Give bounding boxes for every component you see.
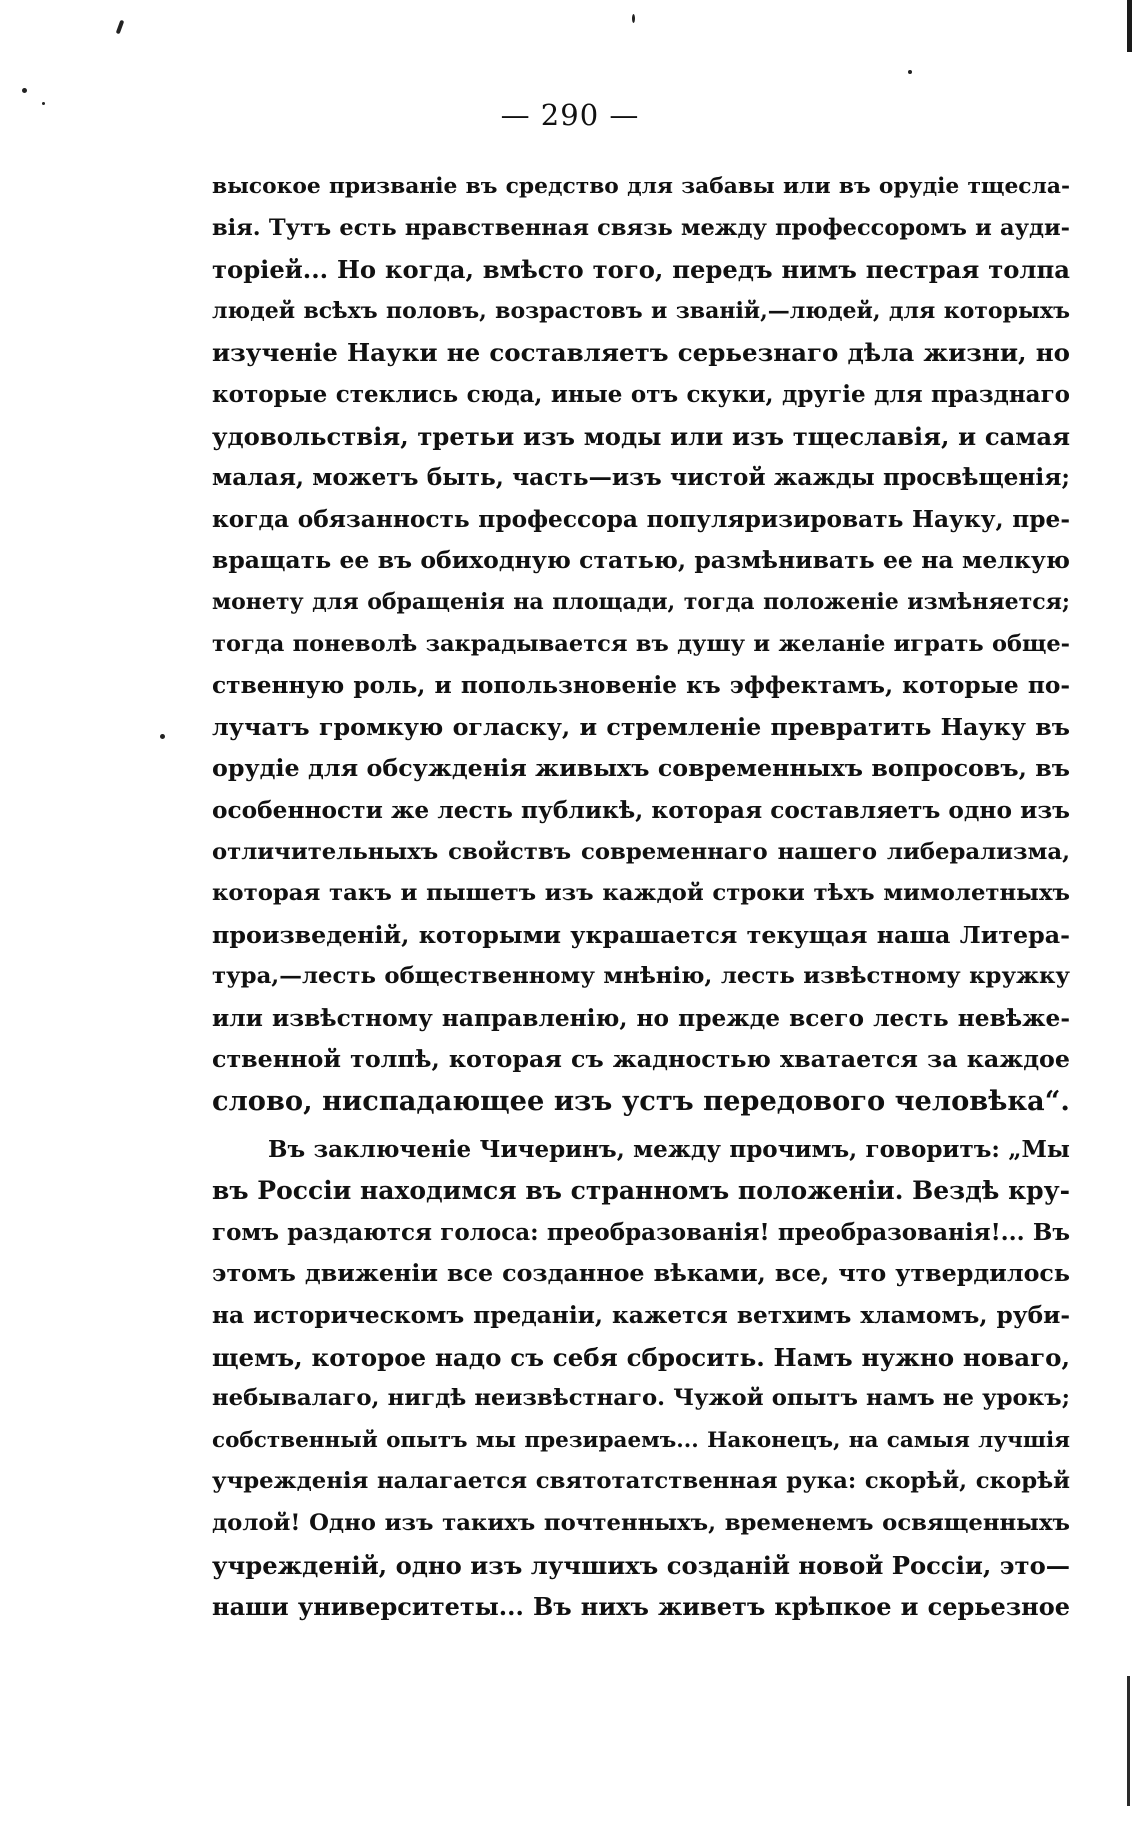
text-line: ственную роль, и попользновеніе къ эффектамъ, которые по- (212, 672, 1070, 700)
body-text (212, 166, 1070, 1628)
text-line: отличительныхъ свойствъ современнаго нашего либерализма, (212, 838, 1070, 865)
text-line: изученіе Науки не составляетъ серьезнаго дѣла жизни, но (212, 338, 1070, 368)
text-line: ственной толпѣ, которая съ жадностью хватается за каждое (212, 1045, 1070, 1074)
text-line: особенности же лесть публикѣ, которая составляетъ одно изъ (212, 796, 1070, 824)
paragraph (212, 166, 1070, 1123)
text-line: на историческомъ преданіи, кажется ветхимъ хламомъ, руби- (212, 1302, 1070, 1330)
text-line: торіей... Но когда, вмѣсто того, передъ нимъ пестрая толпа (212, 255, 1070, 285)
text-line: щемъ, которое надо съ себя сбросить. Намъ нужно новаго, (212, 1342, 1070, 1372)
text-line: малая, можетъ быть, часть—изъ чистой жажды просвѣщенія; (212, 464, 1070, 492)
scan-speck (632, 14, 635, 23)
text-line: учрежденія налагается святотатственная рука: скорѣй, скорѣй (212, 1468, 1070, 1495)
text-line: произведеній, которыми украшается текущая наша Литера- (212, 920, 1070, 949)
text-line: собственный опытъ мы презираемъ... Наконецъ, на самыя лучшія (212, 1427, 1070, 1453)
text-line: высокое призваніе въ средство для забавы или въ орудіе тщесла- (212, 174, 1070, 199)
scan-speck (22, 88, 27, 93)
text-line: Въ заключеніе Чичеринъ, между прочимъ, говоритъ: „Мы (268, 1135, 1070, 1163)
page-edge-mark-bottom (1127, 1676, 1130, 1806)
scan-speck (116, 20, 125, 35)
text-line: когда обязанность профессора популяризировать Науку, пре- (212, 505, 1070, 533)
text-line: удовольствія, третьи изъ моды или изъ тщеславія, и самая (212, 421, 1070, 451)
text-line: вращать ее въ обиходную статью, размѣнивать ее на мелкую (212, 546, 1070, 575)
text-line: которые стеклись сюда, иные отъ скуки, другіе для празднаго (212, 380, 1070, 408)
text-line: этомъ движеніи все созданное вѣками, все, что утвердилось (212, 1259, 1070, 1288)
paragraph (212, 1129, 1070, 1628)
text-line: тура,—лесть общественному мнѣнію, лесть извѣстному кружку (212, 963, 1070, 990)
scan-speck (908, 70, 912, 74)
text-line: учрежденій, одно изъ лучшихъ созданій новой Россіи, это— (212, 1550, 1070, 1580)
text-line: въ Россіи находимся въ странномъ положеніи. Вездѣ кру- (212, 1176, 1070, 1206)
scan-speck (160, 734, 165, 739)
text-line: лучатъ громкую огласку, и стремленіе превратить Науку въ (212, 712, 1070, 741)
text-line: которая такъ и пышетъ изъ каждой строки тѣхъ мимолетныхъ (212, 880, 1070, 907)
page-edge-mark (1127, 0, 1132, 52)
text-line: орудіе для обсужденія живыхъ современныхъ вопросовъ, въ (212, 754, 1070, 783)
text-line: монету для обращенія на площади, тогда положеніе измѣняется; (212, 588, 1070, 615)
text-line: тогда поневолѣ закрадывается въ душу и желаніе играть обще- (212, 630, 1070, 657)
text-line: или извѣстному направленію, но прежде всего лесть невѣже- (212, 1004, 1070, 1032)
text-line: людей всѣхъ половъ, возрастовъ и званій,—людей, для которыхъ (212, 297, 1070, 324)
page-number: — 290 — (500, 98, 640, 132)
text-line: вія. Тутъ есть нравственная связь между профессоромъ и ауди- (212, 214, 1070, 241)
text-line: долой! Одно изъ такихъ почтенныхъ, временемъ освященныхъ (212, 1510, 1070, 1536)
text-line: гомъ раздаются голоса: преобразованія! преобразованія!... Въ (212, 1218, 1070, 1246)
text-line: слово, ниспадающее изъ устъ передового человѣка“. (212, 1085, 1070, 1118)
text-line: наши университеты... Въ нихъ живетъ крѣпкое и серьезное (212, 1592, 1070, 1622)
text-line: небывалаго, нигдѣ неизвѣстнаго. Чужой опытъ намъ не урокъ; (212, 1385, 1070, 1412)
